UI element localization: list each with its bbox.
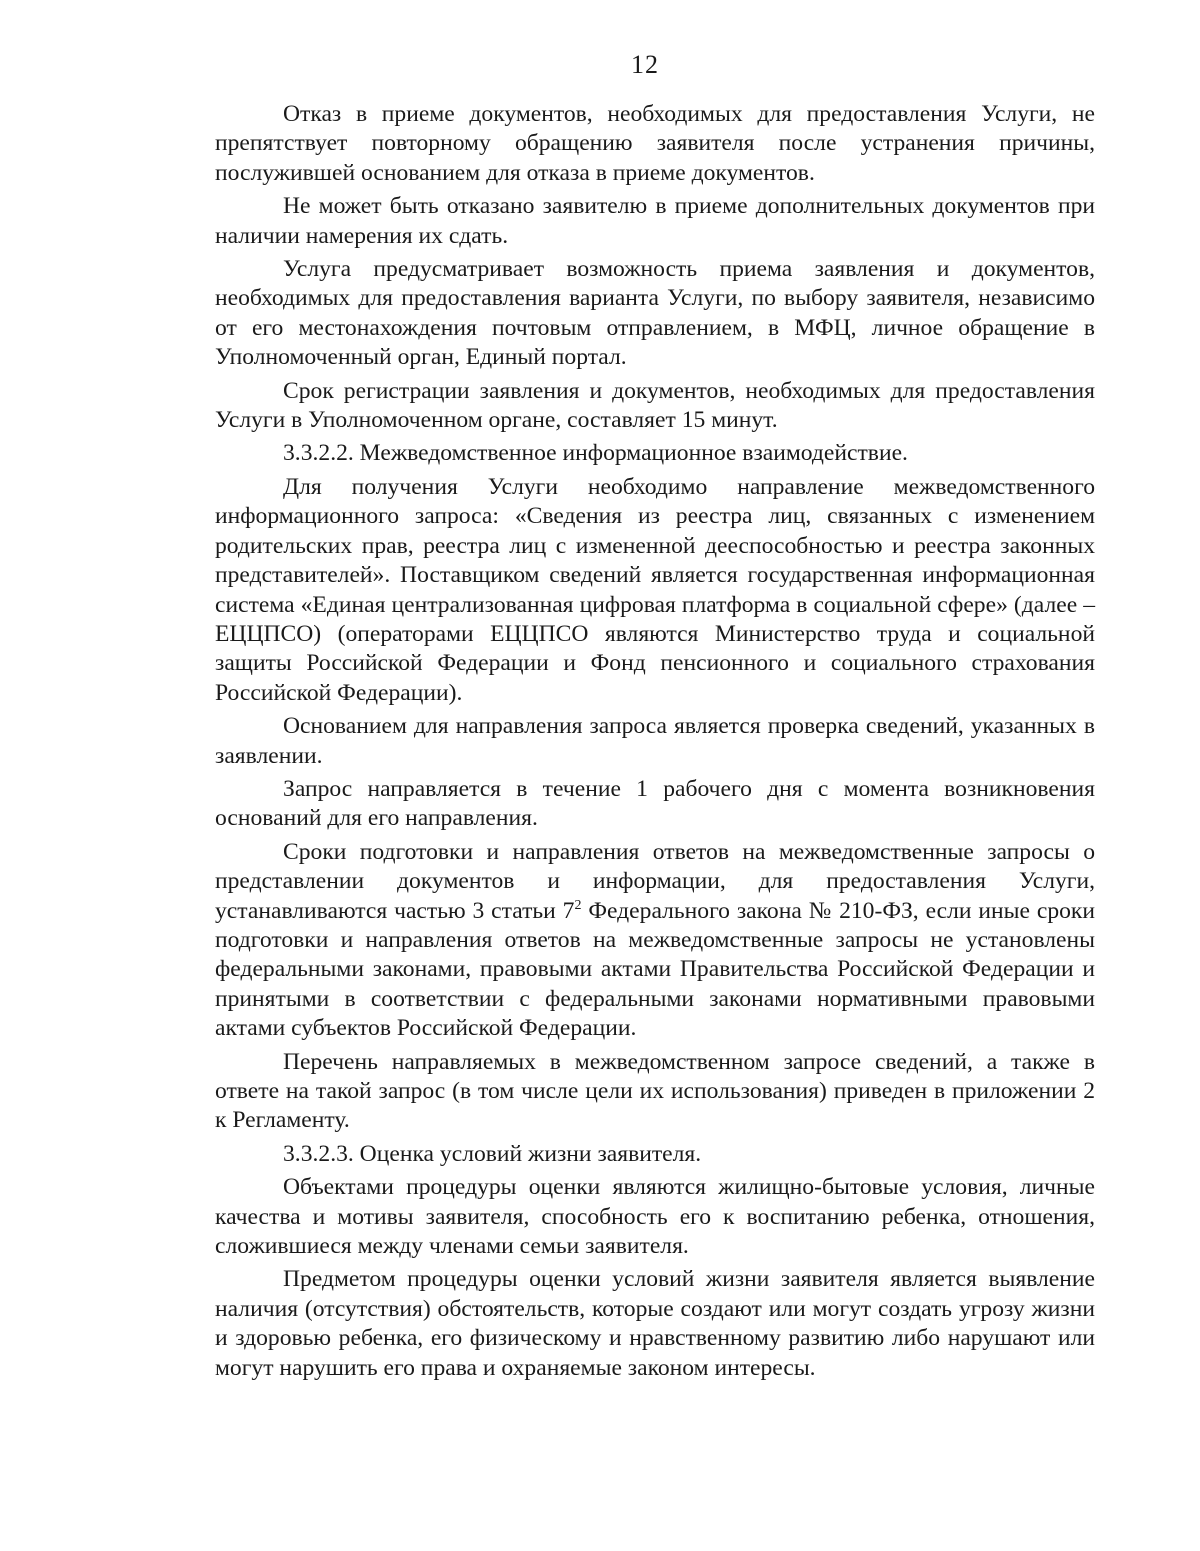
- paragraph-registration-time: Срок регистрации заявления и документов, необходимых для предоставления Услуги в Уполномоченном органе, составляет 15 минут.: [215, 377, 1095, 434]
- paragraph-request-list: Перечень направляемых в межведомственном запросе сведений, а также в ответе на такой запрос (в том числе цели их использования) приведен в приложении 2 к Регламенту.: [215, 1048, 1095, 1134]
- paragraph-request-basis: Основанием для направления запроса является проверка сведений, указанных в заявлении.: [215, 713, 1095, 769]
- paragraph-assessment-objects: Объектами процедуры оценки являются жилищно-бытовые условия, личные качества и мотивы заявителя, способность его к воспитанию ребенка, отношения, сложившиеся между членами семьи заявителя.: [215, 1174, 1095, 1260]
- paragraph-request-timing: Запрос направляется в течение 1 рабочего дня с момента возникновения оснований для его направления.: [215, 775, 1095, 832]
- paragraph-submission-methods: Услуга предусматривает возможность приема заявления и документов, необходимых для предоставления варианта Услуги, по выбору заявителя, независимо от его местонахождения почтовым отправлением, в МФЦ, личное обращение в Уполномоченный орган, Единый портал.: [215, 256, 1095, 371]
- superscript-article-index: 2: [574, 897, 582, 913]
- page-number: 12: [631, 50, 659, 79]
- section-heading-3-3-2-2: 3.3.2.2. Межведомственное информационное взаимодействие.: [283, 440, 908, 467]
- paragraph-response-deadlines: [215, 838, 1095, 1044]
- section-heading-3-3-2-3: 3.3.2.3. Оценка условий жизни заявителя.: [283, 1140, 702, 1167]
- deadlines-text-start: Сроки подготовки и направления ответов на межведомственные запросы о представлении документов и информации, для предоставления Услуги, устанавливаются частью 3 статьи 7: [215, 838, 1095, 924]
- paragraph-additional-docs: Не может быть отказано заявителю в приеме дополнительных документов при наличии намерения их сдать.: [215, 193, 1095, 249]
- paragraph-refusal: Отказ в приеме документов, необходимых для предоставления Услуги, не препятствует повторному обращению заявителя после устранения причины, послужившей основанием для отказа в приеме документов.: [215, 101, 1095, 186]
- deadlines-text-end: Федерального закона № 210-ФЗ, если иные сроки подготовки и направления ответов на межведомственные запросы не установлены федеральными законами, правовыми актами Правительства Российской Федерации и принятыми в соответствии с федеральными законами нормативными правовыми актами субъектов Российской Федерации.: [215, 897, 1095, 1042]
- paragraph-assessment-subject: Предметом процедуры оценки условий жизни заявителя является выявление наличия (отсутствия) обстоятельств, которые создают или могут создать угрозу жизни и здоровью ребенка, его физическому и нравственному развитию либо нарушают или могут нарушить его права и охраняемые законом интересы.: [215, 1266, 1095, 1381]
- document-body: [215, 100, 1095, 1387]
- paragraph-interagency-request: Для получения Услуги необходимо направление межведомственного информационного запроса: «Сведения из реестра лиц, связанных с изменением родительских прав, реестра лиц с измененной дееспособностью и реестра законных представителей». Поставщиком сведений является государственная информационная система «Единая централизованная цифровая платформа в социальной сфере» (далее – ЕЦЦПСО) (операторами ЕЦЦПСО являются Министерство труда и социальной защиты Российской Федерации и Фонд пенсионного и социального страхования Российской Федерации).: [215, 473, 1095, 706]
